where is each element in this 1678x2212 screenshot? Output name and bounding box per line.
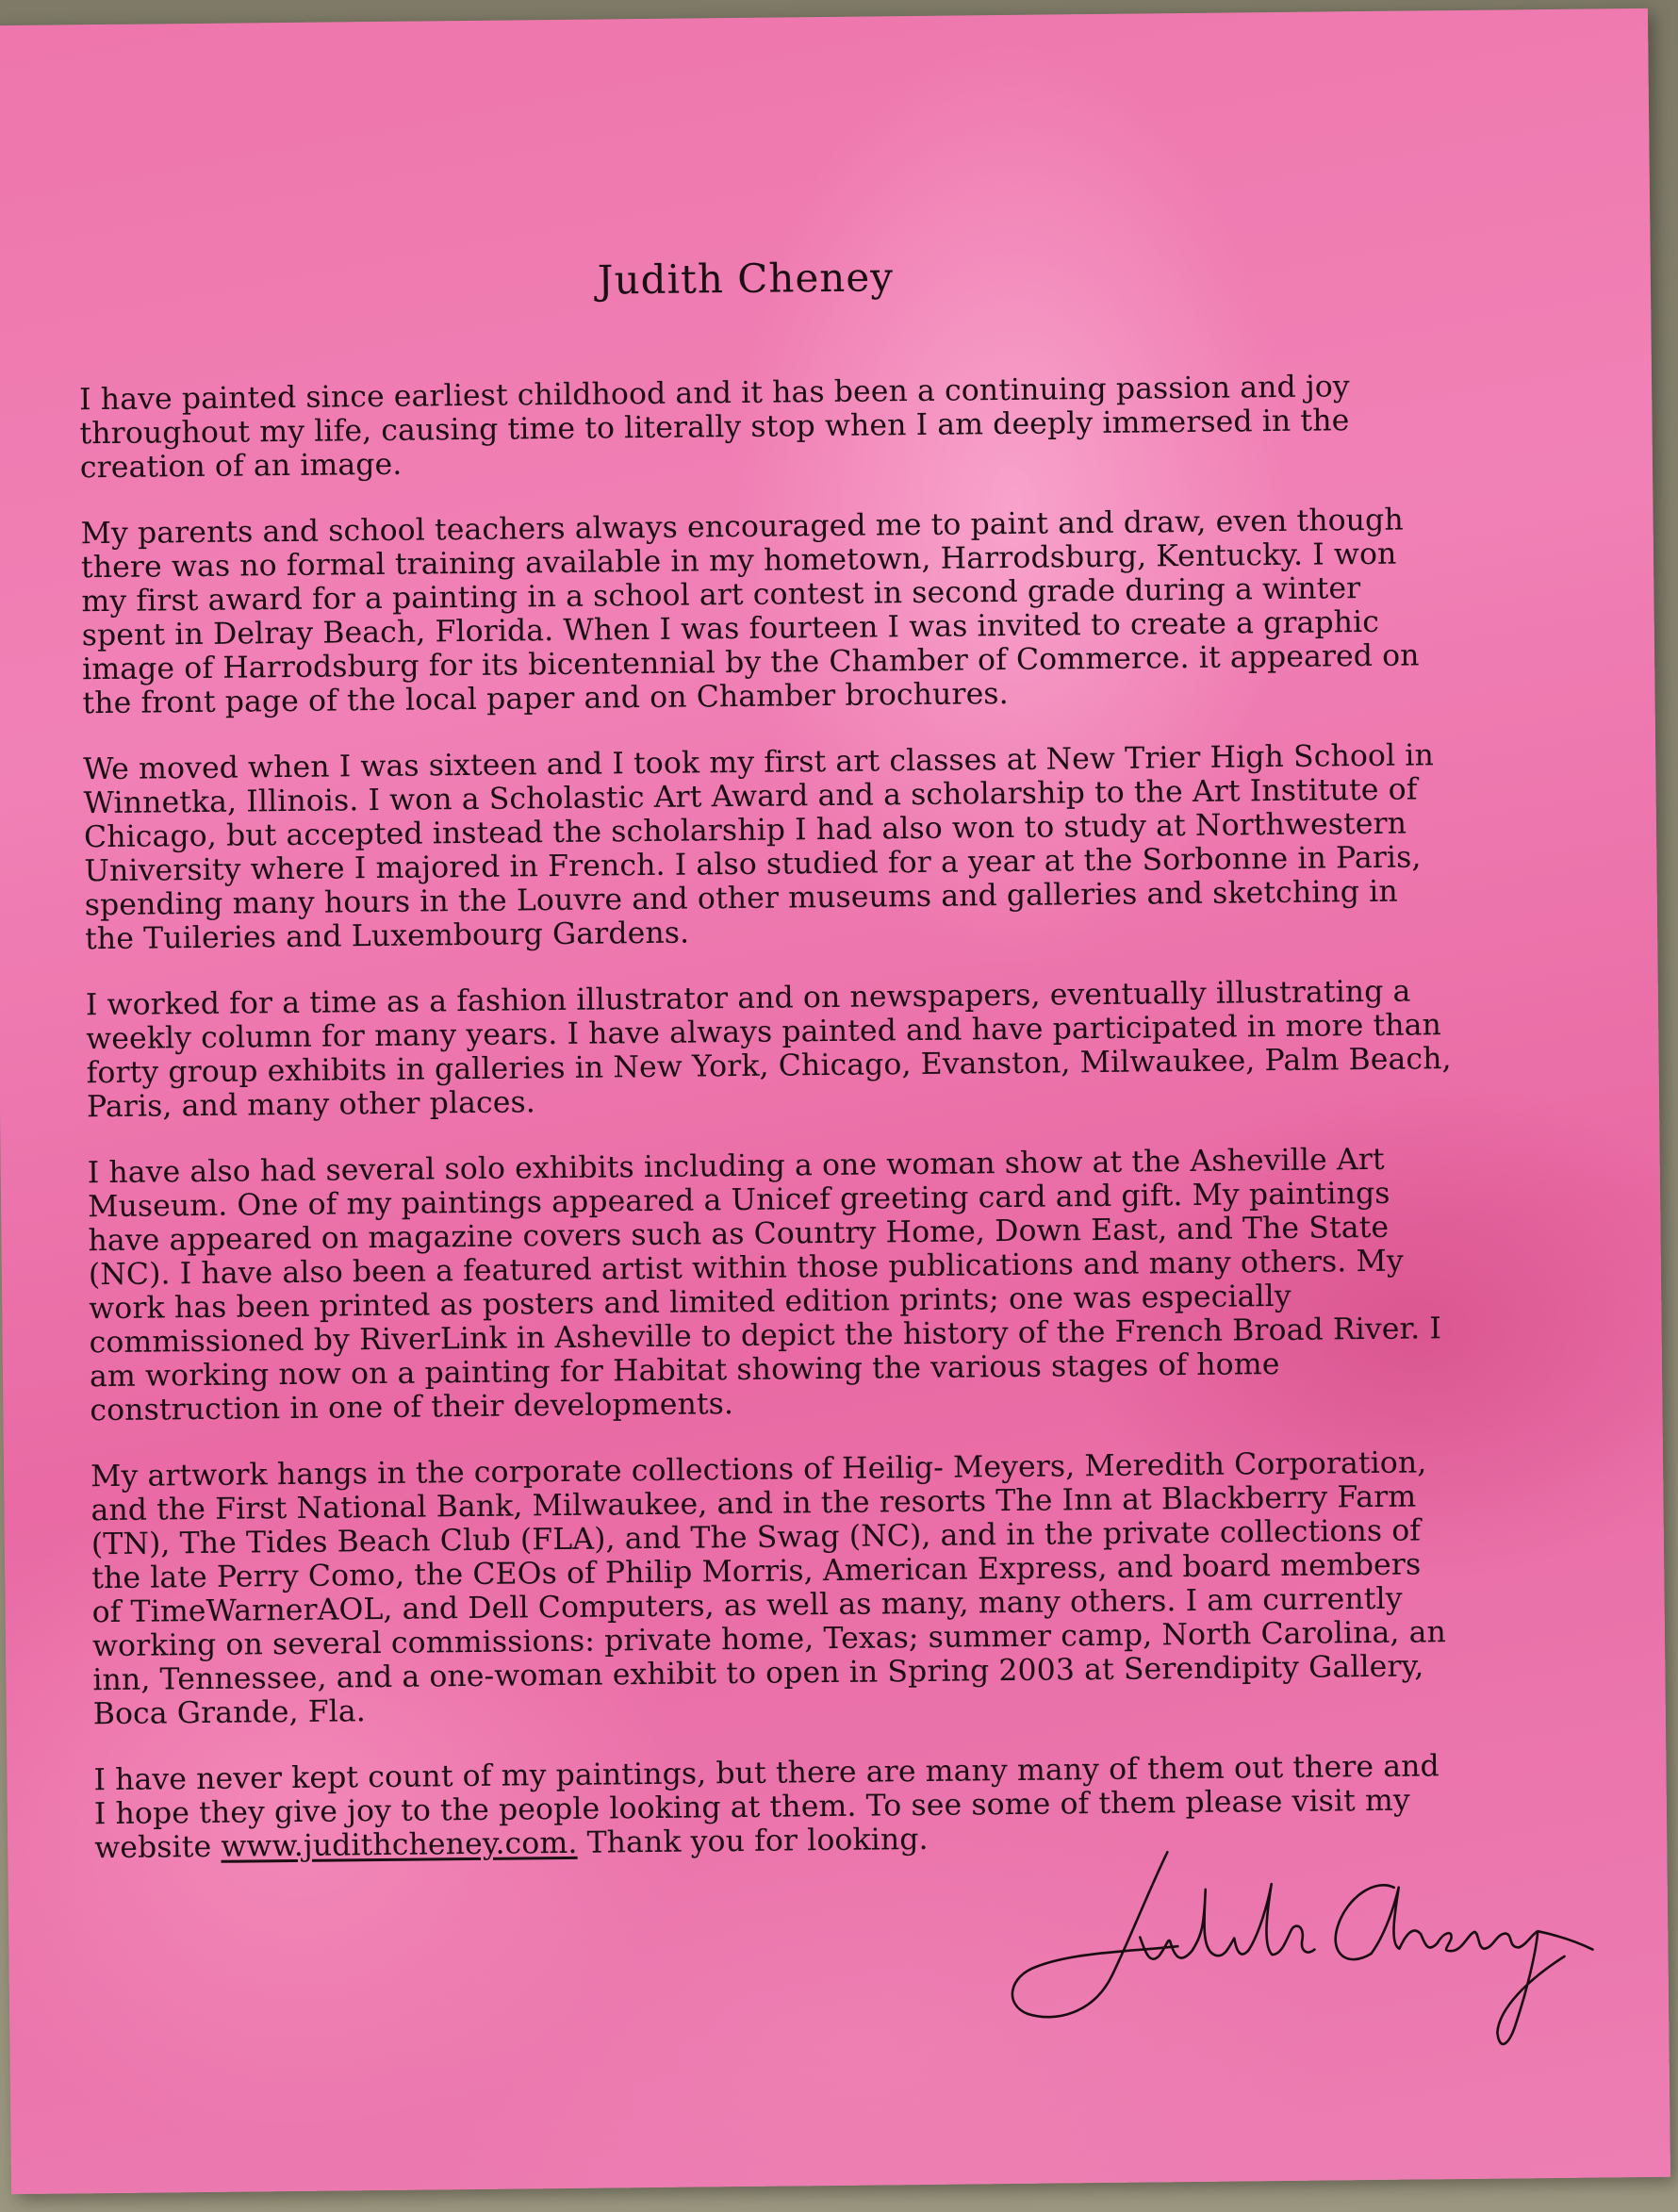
paragraph-collections: My artwork hangs in the corporate collections of Heilig- Meyers, Meredith Corporation, and the First National Bank, Milwaukee, and in the resorts The Inn at Blackberry Farm (TN), The Tides Beach Club (FLA), and The Swag (NC), and in the private collections of the late Perry Como, the CEOs of Philip Morris, American Express, and board members of TimeWarnerAOL, and Dell Computers, as well as many, many others. I am currently working on several commissions: private home, Texas; summer camp, North Carolina, an inn, Tennessee, and a one-woman exhibit to open in Spring 2003 at Serendipity Gallery, Boca Grande, Fla. [90, 1445, 1447, 1732]
document-title: Judith Cheney [597, 254, 895, 304]
paragraph-exhibits: I have also had several solo exhibits including a one woman show at the Asheville Art Museum. One of my paintings appeared a Unicef greeting card and gift. My paintings have appeared on magazine covers such as Country Home, Down East, and The State (NC). I have also been a featured artist within those publications and many others. My work has been printed as posters and limited edition prints; one was especially commissioned by RiverLink in Asheville to depict the history of the French Broad River. I am working now on a painting for Habitat showing the various stages of home construction in one of their developments. [87, 1142, 1442, 1428]
website-link[interactable]: www.judithcheney.com. [221, 1825, 578, 1864]
document-page [0, 8, 1670, 2194]
document-body [79, 369, 1462, 1897]
paragraph-career: I worked for a time as a fashion illustrator and on newspapers, eventually illustrating a weekly column for many years. I have always painted and have participated in more than forty group exhibits in galleries in New York, Chicago, Evanston, Milwaukee, Palm Beach, Paris, and many other places. [85, 974, 1452, 1125]
handwritten-signature [997, 1828, 1603, 2061]
closing-text: I have never kept count of my paintings, but there are many many of them out there and I hope they give joy to the people looking at them. To see some of them please visit my website [93, 1749, 1440, 1866]
paragraph-education: We moved when I was sixteen and I took my first art classes at New Trier High School in Winnetka, Illinois. I won a Scholastic Art Award and a scholarship to the Art Institute of Chicago, but accepted instead the scholarship I had also won to study at Northwestern University where I majored in French. I also studied for a year at the Sorbonne in Paris, spending many hours in the Louvre and other museums and galleries and sketching in the Tuileries and Luxembourg Gardens. [83, 738, 1435, 957]
paragraph-hometown: My parents and school teachers always encouraged me to paint and draw, even though there was no formal training available in my hometown, Harrodsburg, Kentucky. I won my first award for a painting in a school art contest in second grade during a winter spent in Delray Beach, Florida. When I was fourteen I was invited to create a graphic image of Harrodsburg for its bicentennial by the Chamber of Commerce. it appeared on the front page of the local paper and on Chamber brochures. [80, 503, 1420, 721]
closing-thanks: Thank you for looking. [577, 1822, 929, 1860]
paragraph-childhood: I have painted since earliest childhood and it has been a continuing passion and joy throughout my life, causing time to literally stop when I am deeply immersed in the creation of an image. [78, 370, 1350, 486]
